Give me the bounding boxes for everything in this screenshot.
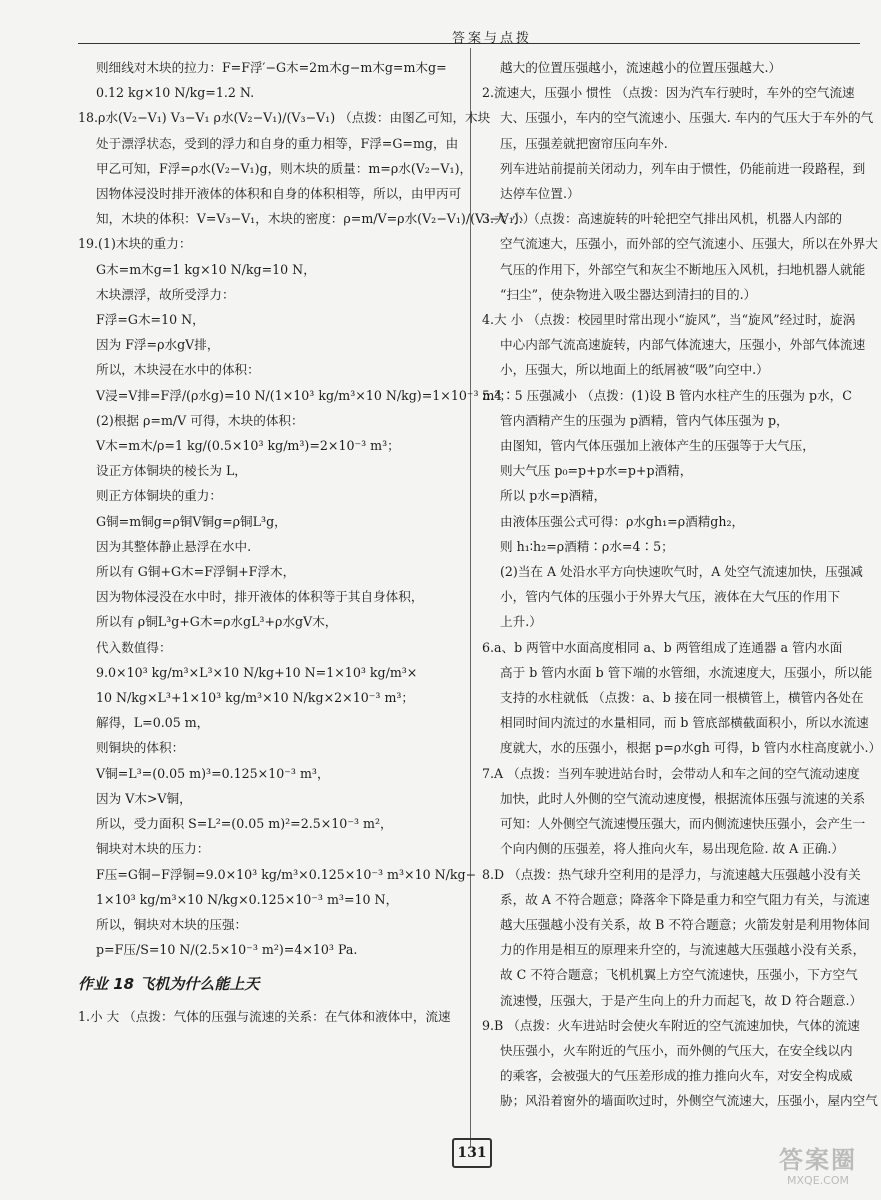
text-line: 0.12 kg×10 N/kg=1.2 N. — [96, 85, 255, 101]
text-line: 则铜块的体积： — [96, 740, 185, 756]
text-line: 7.A （点拨：当列车驶进站台时，会带动人和车之间的空气流动速度 — [482, 765, 860, 781]
text-line: 9.0×10³ kg/m³×L³×10 N/kg+10 N=1×10³ kg/m³× — [96, 664, 418, 680]
text-line: 因为 F浮=ρ水gV排， — [96, 337, 220, 353]
page-number: 131 — [452, 1138, 492, 1168]
text-line: 高于 b 管内水面 b 管下端的水管细，水流速度大，压强小，所以能 — [500, 664, 873, 680]
text-line: G木=m木g=1 kg×10 N/kg=10 N， — [96, 261, 316, 277]
text-line: (2)当在 A 处沿水平方向快速吹气时，A 处空气流速加快，压强减 — [500, 564, 863, 580]
text-line: 则正方体铜块的重力： — [96, 488, 222, 504]
text-line: p=F压/S=10 N/(2.5×10⁻³ m²)=4×10³ Pa. — [96, 942, 358, 958]
text-line: 19.(1)木块的重力： — [78, 236, 192, 252]
text-line: 力的作用是相互的原理来升空的，与流速越大压强越小没有关系， — [500, 942, 866, 958]
text-line: 故 C 不符合题意；飞机机翼上方空气流速快，压强小，下方空气 — [500, 967, 858, 983]
text-line: F压=G铜−F浮铜=9.0×10³ kg/m³×0.125×10⁻³ m³×10 N/kg− — [96, 866, 477, 882]
text-line: 度就大，水的压强小，根据 p=ρ水gh 可得，b 管内水柱高度就小.） — [500, 740, 881, 756]
text-line: 因为其整体静止悬浮在水中. — [96, 538, 252, 554]
text-line: 中心内部气流高速旋转，内部气体流速大，压强小，外部气体流速 — [500, 337, 866, 353]
text-line: 列车进站前提前关闭动力，列车由于惯性，仍能前进一段路程，到 — [500, 160, 866, 176]
text-line: 铜块对木块的压力： — [96, 841, 210, 857]
text-line: 5.4∶5 压强减小 （点拨：(1)设 B 管内水柱产生的压强为 p水，C — [482, 387, 852, 403]
text-line: 6.a、b 两管中水面高度相同 a、b 两管组成了连通器 a 管内水面 — [482, 639, 843, 655]
text-line: 所以，受力面积 S=L²=(0.05 m)²=2.5×10⁻³ m²， — [96, 816, 393, 832]
text-line: 压，压强差就把窗帘压向车外. — [500, 135, 668, 151]
text-line: 所以有 G铜+G木=F浮铜+F浮木， — [96, 564, 296, 580]
text-line: 解得，L=0.05 m， — [96, 715, 210, 731]
section-title: 作业 18 飞机为什么能上天 — [78, 975, 260, 994]
right-column — [482, 55, 881, 1114]
text-line: 小，管内气体的压强小于外界大气压，液体在大气压的作用下 — [500, 589, 841, 605]
text-line: 3.大 小 （点拨：高速旋转的叶轮把空气排出风机，机器人内部的 — [482, 211, 843, 227]
text-line: 设正方体铜块的棱长为 L， — [96, 463, 247, 479]
text-line: 由液体压强公式可得：ρ水gh₁=ρ酒精gh₂， — [500, 513, 745, 529]
text-line: 1.小 大 （点拨：气体的压强与流速的关系：在气体和液体中，流速 — [78, 1008, 451, 1024]
text-line: “扫尘”，使杂物进入吸尘器达到清扫的目的.） — [500, 286, 757, 302]
text-line: 9.B （点拨：火车进站时会使火车附近的空气流速加快，气体的流速 — [482, 1017, 860, 1033]
text-line: V木=m木/ρ=1 kg/(0.5×10³ kg/m³)=2×10⁻³ m³； — [96, 438, 400, 454]
text-line: 越大的位置压强越小，流速越小的位置压强越大.） — [500, 60, 782, 75]
watermark-logo-text: 答案圈 — [779, 1146, 857, 1174]
text-line: 知，木块的体积：V=V₃−V₁，木块的密度：ρ=m/V=ρ水(V₂−V₁)/(V₃−V₁).） — [96, 211, 536, 227]
page-header-title: 答案与点拨 — [451, 31, 532, 46]
text-line: V浸=V排=F浮/(ρ水g)=10 N/(1×10³ kg/m³×10 N/kg)=1×10⁻³ m³； — [96, 387, 513, 403]
text-line: 快压强小，火车附近的气压小，而外侧的气压大，在安全线以内 — [500, 1042, 853, 1058]
text-line: 1×10³ kg/m³×10 N/kg×0.125×10⁻³ m³=10 N， — [96, 891, 399, 907]
text-line: 则大气压 p₀=p+p水=p+p酒精， — [500, 463, 693, 479]
text-line: 空气流速大，压强小，而外部的空气流速小、压强大，所以在外界大 — [500, 236, 878, 252]
text-line: 所以，木块浸在水中的体积： — [96, 362, 260, 378]
text-line: 相同时间内流过的水量相同，而 b 管底部横截面积小，所以水流速 — [500, 715, 869, 731]
text-line: 因物体浸没时排开液体的体积和自身的体积相等，所以，由甲丙可 — [96, 186, 462, 202]
text-line: G铜=m铜g=ρ铜V铜g=ρ铜L³g， — [96, 513, 287, 529]
text-line: 所以有 ρ铜L³g+G木=ρ水gL³+ρ水gV木， — [96, 614, 338, 630]
text-line: 胁；风沿着窗外的墙面吹过时，外侧空气流速大，压强小，屋内空气 — [500, 1093, 878, 1109]
text-line: 支持的水柱就低 （点拨：a、b 接在同一根横管上，横管内各处在 — [500, 690, 864, 706]
text-line: 10 N/kg×L³+1×10³ kg/m³×10 N/kg×2×10⁻³ m³； — [96, 690, 415, 706]
text-line: 小，压强大，所以地面上的纸屑被“吸”向空中.） — [500, 362, 769, 378]
text-line: 所以 p水=p酒精， — [500, 488, 607, 504]
text-line: V铜=L³=(0.05 m)³=0.125×10⁻³ m³， — [96, 765, 330, 781]
text-line: 加快，此时人外侧的空气流动速度慢，根据流体压强与流速的关系 — [500, 790, 866, 806]
text-line: 达停车位置.） — [500, 186, 580, 202]
text-line: 上升.） — [500, 614, 542, 630]
text-line: 代入数值得： — [96, 639, 172, 655]
text-line: 2.流速大，压强小 惯性 （点拨：因为汽车行驶时，车外的空气流速 — [482, 85, 855, 101]
text-line: 甲乙可知，F浮=ρ水(V₂−V₁)g，则木块的质量：m=ρ水(V₂−V₁)， — [96, 160, 473, 176]
header-rule — [78, 43, 860, 44]
text-line: 因为 V木>V铜， — [96, 790, 192, 806]
text-line: 木块漂浮，故所受浮力： — [96, 286, 235, 302]
text-line: 4.大 小 （点拨：校园里时常出现小“旋风”，当“旋风”经过时，旋涡 — [482, 312, 856, 328]
text-line: 越大压强越小没有关系，故 B 不符合题意；火箭发射是利用物体间 — [500, 916, 870, 932]
text-line: 气压的作用下，外部空气和灰尘不断地压入风机，扫地机器人就能 — [500, 261, 866, 277]
text-line: 管内酒精产生的压强为 p酒精，管内气体压强为 p， — [500, 412, 789, 428]
text-line: 则 h₁∶h₂=ρ酒精∶ρ水=4∶5； — [500, 538, 674, 554]
text-line: 系，故 A 不符合题意；降落伞下降是重力和空气阻力有关，与流速 — [500, 891, 870, 907]
text-line: 所以，铜块对木块的压强： — [96, 916, 248, 932]
text-line: 的乘客，会被强大的气压差形成的推力推向火车，对安全构成威 — [500, 1068, 853, 1084]
watermark-logo — [770, 1146, 866, 1194]
text-line: 8.D （点拨：热气球升空利用的是浮力，与流速越大压强越小没有关 — [482, 866, 861, 882]
watermark-url: MXQE.COM — [787, 1174, 849, 1187]
text-line: 个向内侧的压强差，将人推向火车，易出现危险. 故 A 正确.） — [500, 841, 844, 857]
text-line: 处于漂浮状态，受到的浮力和自身的重力相等，F浮=G=mg，由 — [96, 135, 459, 151]
text-line: 流速慢，压强大，于是产生向上的升力而起飞，故 D 符合题意.） — [500, 992, 863, 1008]
text-line: (2)根据 ρ=m/V 可得，木块的体积： — [96, 412, 304, 428]
text-line: 大、压强小，车内的空气流速小、压强大. 车内的气压大于车外的气 — [500, 110, 874, 126]
text-line: 18.ρ水(V₂−V₁) V₃−V₁ ρ水(V₂−V₁)/(V₃−V₁) （点拨：由图乙可知，木块 — [78, 110, 491, 126]
text-line: 可知：人外侧空气流速慢压强大，而内侧流速快压强小，会产生一 — [500, 816, 866, 832]
text-line: 因为物体浸没在水中时，排开液体的体积等于其自身体积， — [96, 589, 424, 605]
text-line: F浮=G木=10 N， — [96, 312, 205, 328]
text-line: 则细线对木块的拉力：F=F浮′−G木=2m木g−m木g=m木g= — [96, 60, 447, 75]
text-line: 由图知，管内气体压强加上液体产生的压强等于大气压， — [500, 438, 815, 454]
